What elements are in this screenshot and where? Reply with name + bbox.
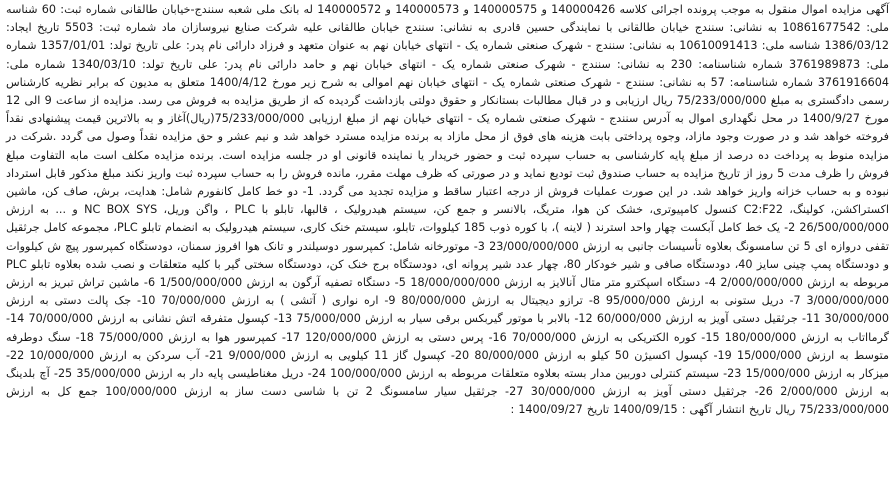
auction-notice-text: آگهی مزایده اموال منقول به موجب پرونده اجرائی کلاسه 140000426 و 140000575 و 140000573 و 140000572 له بانک ملی شعبه سنندج-خیابان طالقانی شماره ثبت: 60 شناسه ملی: 10861677542 به نشانی: سنندج خیابان طالقانی با نمایندگی حسین قادری به نشانی: سنندج خیابان طالقانی علیه شرکت صنایع نیروسازان ماد شماره ثبت: 5503 تاریخ ایجاد: 1386/03/12 شناسه ملی: 10610091413 به نشانی: سنندج - شهرک صنعتی شماره یک - انتهای خیابان نهم به عنوان متعهد و فرزاد دارائی نام پدر: علی تاریخ تولد: 1357/01/01 شماره ملی: 3761989873 شماره شناسنامه: 230 به نشانی: سنندج - شهرک صنعتی شماره یک - انتهای خیابان نهم و حامد دارائی نام پدر: علی تاریخ تولد: 1340/03/10 شماره ملی: 3761916604 شماره شناسنامه: 57 به نشانی: سنندج - شهرک صنعتی شماره یک - انتهای خیابان نهم اموالی به شرح زیر مورخ 1400/4/12 متعلق به مدیون که برابر نظریه کارشناس رسمی دادگستری به مبلغ 75/233/000/000 ریال ارزیابی و در قبال مطالبات بستانکار و حقوق دولتی بازداشت گردیده که از طریق مزایده به فروش می رسد. مزایده از ساعت 9 الی 12 مورخ 1400/9/27 در محل نگهداری اموال به آدرس سنندج - شهرک صنعتی شماره یک - انتهای خیابان نهم از مبلغ ارزیابی 75/233/000/000(ریال)آغاز و به بالاترین قیمت پیشنهادی نقداً فروخته خواهد شد و در صورت وجود مازاد، وجوه پرداختی بابت هزینه های فوق از محل مازاد به برنده مزایده مسترد خواهد شد و نیم عشر و حق مزایده نقداً وصول می گردد .شرکت در مزایده منوط به پرداخت ده درصد از مبلغ پایه کارشناسی به حساب سپرده ثبت و حضور خریدار یا نماینده قانونی او در جلسه مزایده است. برنده مزایده مکلف است مابه التفاوت مبلغ فروش را ظرف مدت 5 روز از تاریخ مزایده به حساب صندوق ثبت تودیع نماید و در صورتی که ظرف مهلت مقرر، مانده فروش را به حساب سپرده ثبت واریز نکند مبلغ مذکور قابل استرداد نبوده و به حساب خزانه واریز خواهد شد. در این صورت عملیات فروش از درجه اعتبار ساقط و مزایده تجدید می گردد. 1- دو خط کامل کانفورم شامل: هدایت، برش، صاف کن، ماشین اکستراکشن، کولینگ، C2:F22 کنسول کامپیوتری، خشک کن هوا، متریگ، بالانسر و جمع کن، سیستم هیدرولیک ، قالبها، تابلو با PLC ، واگن وریل، NC BOX SYS و ... به ارزش 26/500/000/000 2- یک خط کامل آبکست چهار واحد استرند ( لاینه )، با کوره ذوب 185 کیلووات، تابلو، سیستم خنک کاری، سیستم هیدرولیک به انضمام تابلو PLC، مجموعه کامل جرثقیل تقفی دروازه ای 5 تن سامسونگ بعلاوه تأسیسات جانبی به ارزش 23/000/000/000 3- موتورخانه شامل: کمپرسور دوسیلندر و تانک هوا افروز سمنان، دودستگاه کمپرسور پیچ ش کیلووات و دودستگاه پمپ چینی سایز 40، دودستگاه صافی و شیر خودکار 80، چهار عدد شیر پروانه ای، دودستگاه برج خنک کن، دودستگاه سختی گیر با کلیه متعلقات و نصب شده بعلاوه تابلو PLC مربوطه به ارزش 2/000/000/000 4- دستگاه اسپکترو متر متال آنالایز به ارزش 18/000/000/000 5- دستگاه تصفیه آرگون به ارزش 1/500/000/000 6- ماشین تراش تبریز به ارزش 3/000/000/000 7- دریل ستونی به ارزش 95/000/000 8- ترازو دیجیتال به ارزش 80/000/000 9- اره نواری ( آتشی ) به ارزش 70/000/000 10- جک پالت دستی به ارزش 30/000/000 11- جرثقیل دستی آویز به ارزش 60/000/000 12- بالابر با موتور گیربکس برقی سیار به ارزش 75/000/000 13- کپسول متفرقه اتش نشانی به ارزش 70/000/000 14- گرمااتاب به ارزش 180/000/000 15- کوره الکتریکی به ارزش 70/000/000 16- پرس دستی به ارزش 120/000/000 17- کمپرسور هوا به ارزش 75/000/000 18- سنگ دوطرفه متوسط به ارزش 15/000/000 19- کپسول اکسیژن 50 کیلو به ارزش 80/000/000 20- کپسول گاز 11 کیلویی به ارزش 9/000/000 21- آب سردکن به ارزش 10/000/000 22- میزکار به ارزش 15/000/000 23- سیستم کنترلی دوربین مدار بسته بعلاوه متعلقات مربوطه به ارزش 100/000/000 24- دریل مغناطیسی پایه دار به ارزش 35/000/000 25- آچ بلدینگ به ارزش 2/000/000 26- جرثقیل دستی آویز به ارزش 30/000/000 27- جرثقیل سیار سامسونگ 2 تن با شاسی دست ساز به ارزش 100/000/000 جمع کل به ارزش 75/233/000/000 ریال تاریخ انتشار آگهی : 1400/09/15 تاریخ 1400/09/27 : <box>6 3 890 417</box>
